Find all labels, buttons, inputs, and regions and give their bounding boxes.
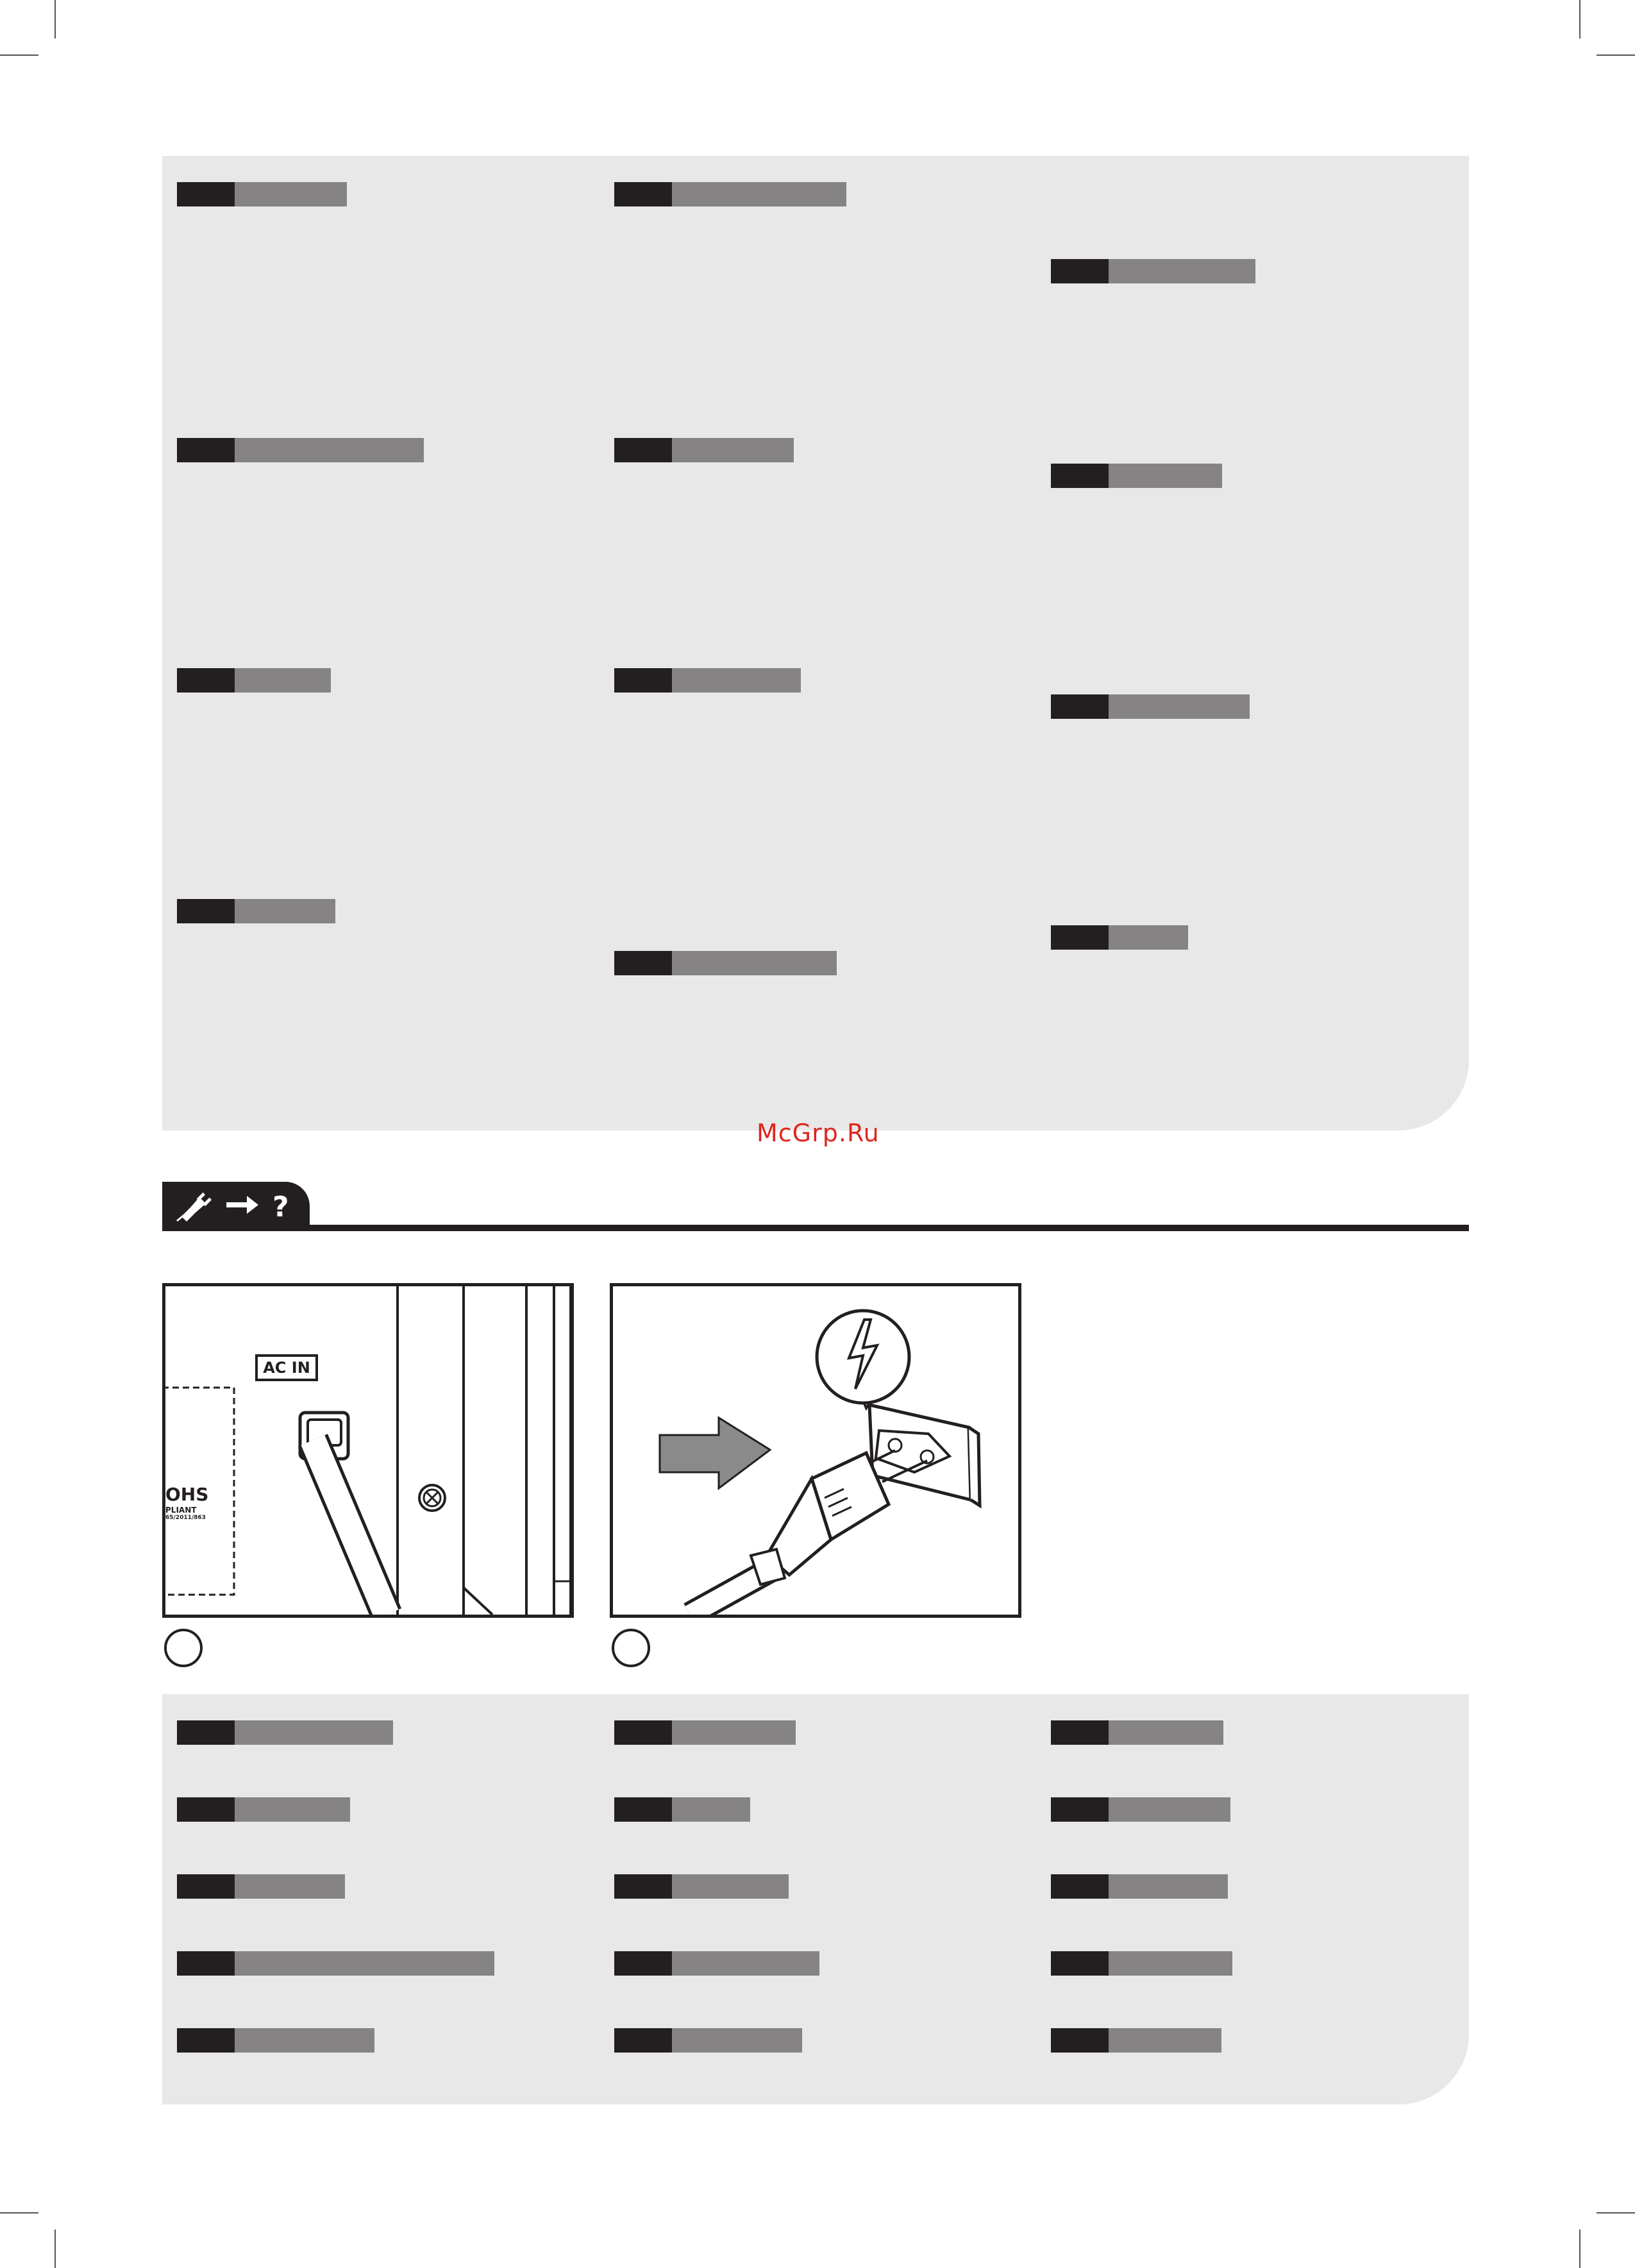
crop-mark bbox=[0, 55, 38, 56]
svg-text:?: ? bbox=[272, 1191, 289, 1223]
section-tab bbox=[162, 1182, 310, 1227]
figure-ac-in bbox=[162, 1283, 574, 1618]
plug-into-outlet-illustration bbox=[613, 1286, 1018, 1615]
language-panel-top bbox=[162, 156, 1469, 1130]
rohs-mark-line1: OHS bbox=[165, 1484, 209, 1505]
crop-mark bbox=[1579, 2230, 1581, 2268]
watermark: McGrp.Ru bbox=[757, 1119, 880, 1147]
section-rule bbox=[162, 1225, 1469, 1231]
step-circle-1 bbox=[164, 1629, 203, 1667]
crop-mark bbox=[1597, 55, 1635, 56]
step-circle-2 bbox=[612, 1629, 650, 1667]
device-rear-illustration bbox=[165, 1286, 571, 1615]
rohs-mark-line2: PLIANT bbox=[165, 1506, 197, 1515]
crop-mark bbox=[1579, 0, 1581, 38]
rohs-mark-line3: 65/2011/863 bbox=[165, 1515, 206, 1521]
crop-mark bbox=[0, 2212, 38, 2213]
figure-plug-in bbox=[610, 1283, 1021, 1618]
crop-mark bbox=[1597, 2212, 1635, 2213]
plug-to-question-icon bbox=[162, 1182, 310, 1227]
ac-in-label: AC IN bbox=[255, 1354, 318, 1381]
crop-mark bbox=[55, 2230, 56, 2268]
crop-mark bbox=[55, 0, 56, 38]
